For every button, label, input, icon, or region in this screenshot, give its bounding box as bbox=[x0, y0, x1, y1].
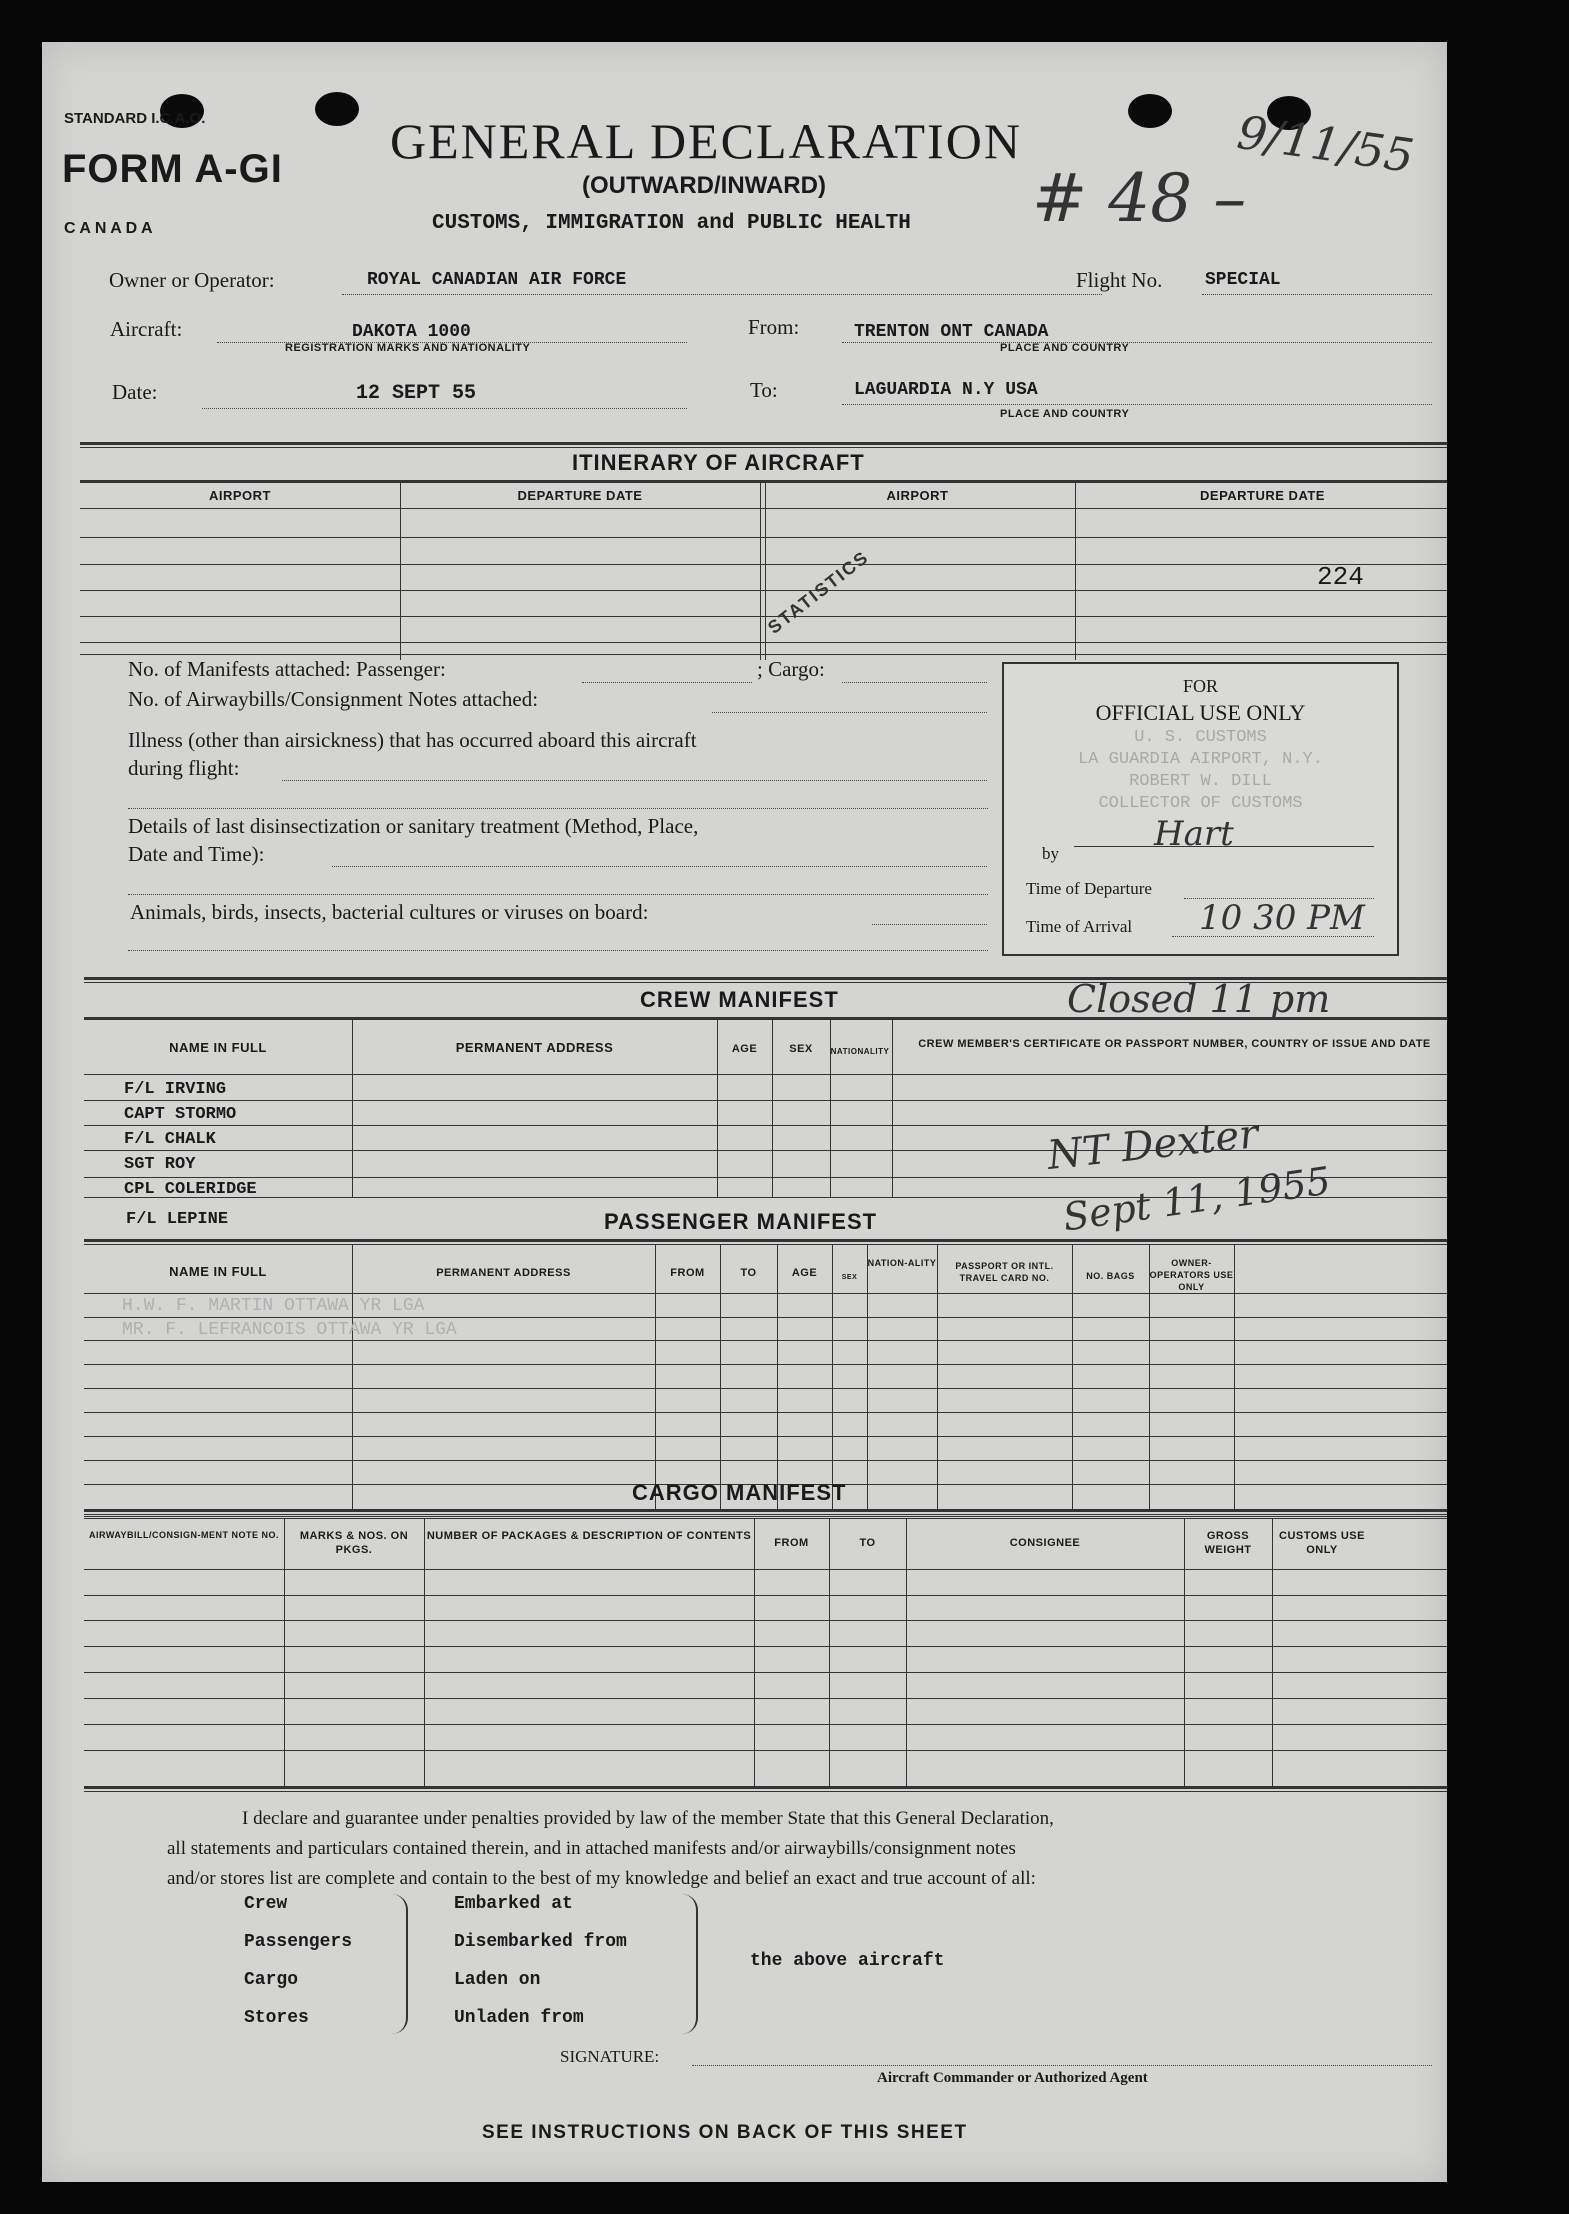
manifest-cargo-label: ; Cargo: bbox=[757, 657, 825, 681]
signature-label: SIGNATURE: bbox=[560, 2047, 660, 2066]
passenger-col: PASSPORT OR INTL. TRAVEL CARD NO. bbox=[955, 1261, 1054, 1283]
to-value: LAGUARDIA N.Y USA bbox=[854, 380, 1038, 400]
crew-col: CREW MEMBER'S CERTIFICATE OR PASSPORT NUMBER, COUNTRY OF ISSUE AND DATE bbox=[918, 1038, 1431, 1050]
crew-member: CPL COLERIDGE bbox=[124, 1180, 257, 1199]
aircraft-value: DAKOTA 1000 bbox=[352, 322, 471, 342]
passenger-col: SEX bbox=[841, 1274, 858, 1281]
crew-member: SGT ROY bbox=[124, 1155, 196, 1174]
passenger-title: PASSENGER MANIFEST bbox=[604, 1209, 878, 1234]
standard-label: STANDARD I.C.A.O. bbox=[64, 110, 206, 127]
departure-time-label: Time of Departure bbox=[1026, 879, 1152, 898]
arrival-time-label: Time of Arrival bbox=[1026, 917, 1133, 936]
declaration-form bbox=[42, 42, 1447, 2182]
official-by-label: by bbox=[1042, 844, 1059, 863]
declaration-left: Passengers bbox=[244, 1932, 353, 1952]
cargo-title: CARGO MANIFEST bbox=[632, 1480, 847, 1505]
handwritten-number: # 48 – bbox=[1032, 160, 1247, 237]
arrival-time-value: 10 30 PM bbox=[1199, 898, 1365, 938]
cargo-col: CONSIGNEE bbox=[1009, 1537, 1081, 1549]
cargo-col: GROSS WEIGHT bbox=[1204, 1530, 1252, 1556]
flight-label: Flight No. bbox=[1076, 268, 1163, 292]
official-title: OFFICIAL USE ONLY bbox=[1095, 700, 1306, 725]
form-title: GENERAL DECLARATION bbox=[390, 113, 1022, 169]
crew-member: F/L IRVING bbox=[124, 1080, 227, 1099]
itinerary-hand-value: 224 bbox=[1317, 562, 1364, 592]
crew-member: F/L CHALK bbox=[124, 1130, 216, 1149]
declaration-middle: Unladen from bbox=[454, 2008, 584, 2028]
animals-label: Animals, birds, insects, bacterial cultures or viruses on board: bbox=[130, 900, 649, 924]
customs-stamp-line: ROBERT W. DILL bbox=[1129, 772, 1272, 791]
signature-caption: Aircraft Commander or Authorized Agent bbox=[877, 2070, 1148, 2086]
aircraft-caption: REGISTRATION MARKS AND NATIONALITY bbox=[285, 342, 531, 354]
passenger-col: NO. BAGS bbox=[1086, 1271, 1135, 1281]
itinerary-col: AIRPORT bbox=[886, 488, 949, 503]
official-for: FOR bbox=[1182, 676, 1218, 696]
passenger-faint-row: MR. F. LEFRANCOIS OTTAWA YR LGA bbox=[122, 1320, 457, 1340]
handwritten-date: 9/11/55 bbox=[1234, 104, 1418, 184]
cargo-col: MARKS & NOS. ON PKGS. bbox=[299, 1530, 409, 1556]
flight-value: SPECIAL bbox=[1205, 270, 1281, 290]
passenger-faint-row: H.W. F. MARTIN OTTAWA YR LGA bbox=[122, 1296, 425, 1316]
crew-title: CREW MANIFEST bbox=[640, 987, 839, 1012]
declaration-middle: Embarked at bbox=[454, 1894, 573, 1914]
itinerary-col: AIRPORT bbox=[209, 488, 271, 503]
crew-hand-note-3: Sept 11, 1955 bbox=[1060, 1158, 1334, 1240]
crew-member: CAPT STORMO bbox=[124, 1105, 237, 1124]
statistics-stamp: STATISTICS bbox=[764, 546, 873, 638]
crew-hand-note: Closed 11 pm bbox=[1067, 977, 1331, 1021]
airwaybill-label: No. of Airwaybills/Consignment Notes attached: bbox=[128, 687, 539, 711]
itinerary-col: DEPARTURE DATE bbox=[1200, 488, 1325, 503]
to-label: To: bbox=[750, 378, 778, 402]
customs-stamp-line: U. S. CUSTOMS bbox=[1134, 728, 1267, 747]
disinsect-label-2: Date and Time): bbox=[128, 842, 265, 866]
passenger-col: PERMANENT ADDRESS bbox=[436, 1267, 571, 1279]
cargo-col: NUMBER OF PACKAGES & DESCRIPTION OF CONTENTS bbox=[426, 1530, 752, 1542]
aircraft-label: Aircraft: bbox=[110, 317, 183, 341]
declaration-line: I declare and guarantee under penalties provided by law of the member State that this General Declaration, bbox=[242, 1808, 1054, 1829]
declaration-left: Cargo bbox=[244, 1970, 299, 1990]
date-value: 12 SEPT 55 bbox=[356, 382, 477, 405]
date-label: Date: bbox=[112, 380, 158, 404]
declaration-left: Crew bbox=[244, 1894, 288, 1914]
declaration-left: Stores bbox=[244, 2008, 309, 2028]
from-value: TRENTON ONT CANADA bbox=[854, 322, 1049, 342]
crew-member: F/L LEPINE bbox=[126, 1210, 229, 1229]
passenger-col: OWNER-OPERATORS USE ONLY bbox=[1149, 1258, 1234, 1292]
owner-label: Owner or Operator: bbox=[109, 268, 275, 292]
declaration-line: all statements and particulars contained therein, and in attached manifests and/or airwaybills/consignment notes bbox=[167, 1838, 1016, 1859]
crew-col: AGE bbox=[731, 1043, 758, 1055]
form-number: FORM A-GI bbox=[62, 147, 283, 191]
punch-hole bbox=[315, 92, 359, 126]
passenger-col: AGE bbox=[791, 1267, 818, 1279]
form-subtitle: CUSTOMS, IMMIGRATION and PUBLIC HEALTH bbox=[432, 212, 911, 235]
from-caption: PLACE AND COUNTRY bbox=[1000, 342, 1130, 354]
crew-col: NATIONALITY bbox=[830, 1047, 890, 1056]
country-label: C A N A D A bbox=[64, 220, 153, 237]
manifest-passenger-label: No. of Manifests attached: Passenger: bbox=[128, 657, 446, 681]
owner-value: ROYAL CANADIAN AIR FORCE bbox=[367, 270, 627, 290]
cargo-col: AIRWAYBILL/CONSIGN-MENT NOTE NO. bbox=[88, 1530, 279, 1540]
passenger-col: NAME IN FULL bbox=[169, 1264, 267, 1279]
cargo-col: TO bbox=[859, 1537, 876, 1549]
from-label: From: bbox=[748, 315, 800, 339]
declaration-middle: Laden on bbox=[454, 1970, 541, 1990]
customs-stamp-line: COLLECTOR OF CUSTOMS bbox=[1098, 794, 1303, 813]
direction-label: (OUTWARD/INWARD) bbox=[582, 172, 826, 199]
itinerary-title: ITINERARY OF AIRCRAFT bbox=[572, 450, 865, 475]
declaration-line: and/or stores list are complete and contain to the best of my knowledge and belief an exact and true account of all: bbox=[167, 1868, 1036, 1889]
official-use-box bbox=[1002, 662, 1399, 956]
passenger-col: NATION-ALITY bbox=[867, 1258, 937, 1268]
illness-label: Illness (other than airsickness) that has occurred aboard this aircraft bbox=[128, 728, 697, 752]
crew-hand-note-2: NT Dexter bbox=[1045, 1111, 1261, 1179]
official-by-signature: Hart bbox=[1154, 814, 1234, 854]
customs-stamp-line: LA GUARDIA AIRPORT, N.Y. bbox=[1078, 750, 1323, 769]
to-caption: PLACE AND COUNTRY bbox=[1000, 408, 1130, 420]
cargo-col: FROM bbox=[774, 1537, 809, 1549]
crew-col: NAME IN FULL bbox=[169, 1040, 267, 1055]
itinerary-col: DEPARTURE DATE bbox=[517, 488, 643, 503]
punch-hole bbox=[1128, 94, 1172, 128]
passenger-col: FROM bbox=[670, 1267, 705, 1279]
crew-col: PERMANENT ADDRESS bbox=[455, 1040, 614, 1055]
illness-label-2: during flight: bbox=[128, 756, 240, 780]
declaration-middle: Disembarked from bbox=[454, 1932, 627, 1952]
declaration-right: the above aircraft bbox=[750, 1951, 945, 1971]
crew-col: SEX bbox=[789, 1043, 813, 1055]
footer-instructions: SEE INSTRUCTIONS ON BACK OF THIS SHEET bbox=[482, 2122, 968, 2143]
cargo-col: CUSTOMS USE ONLY bbox=[1279, 1530, 1365, 1556]
disinsect-label: Details of last disinsectization or sanitary treatment (Method, Place, bbox=[128, 814, 699, 838]
passenger-col: TO bbox=[740, 1267, 757, 1279]
